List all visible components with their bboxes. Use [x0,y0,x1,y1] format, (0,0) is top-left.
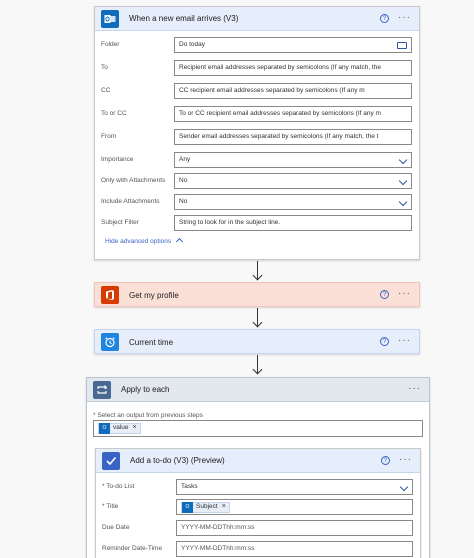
folder-icon[interactable] [397,42,407,49]
todo-list-select[interactable] [176,479,413,495]
get-profile-title: Get my profile [129,290,179,300]
chevron-up-icon [176,238,183,245]
from-value: Sender email addresses separated by semicolons (If any match, the t [179,133,379,140]
todo-list-label: * To-do List [102,483,135,490]
field-row-importance [95,152,419,170]
importance-label: Importance [101,156,134,163]
remove-token-icon[interactable]: × [132,424,137,432]
field-row-only-with-attachments [95,173,419,191]
select-output-input[interactable] [93,420,423,437]
help-icon[interactable]: ? [381,456,390,465]
arrow-down-icon [253,318,263,328]
todo-title-input[interactable] [176,499,413,515]
only-with-attachments-select[interactable] [174,173,412,189]
field-row-from [95,129,419,147]
more-options-icon[interactable]: ··· [398,335,411,346]
importance-select[interactable] [174,152,412,168]
dynamic-content-token[interactable] [181,502,230,513]
hide-advanced-link[interactable] [105,238,182,245]
token-label: Subject [196,503,218,511]
folder-label: Folder [101,41,120,48]
field-row-folder [95,37,419,55]
chevron-down-icon [399,177,407,185]
subject-filter-input[interactable] [174,215,412,231]
include-attachments-select[interactable] [174,194,412,210]
to-value: Recipient email addresses separated by semicolons (If any match, the [179,64,381,71]
trigger-header[interactable] [95,7,419,31]
help-icon[interactable]: ? [380,290,389,299]
apply-to-each-card [86,377,430,558]
to-label: To [101,64,108,71]
arrow-down-icon [253,271,263,281]
to-input[interactable] [174,60,412,76]
include-attachments-value: No [179,198,188,205]
outlook-icon [101,10,119,28]
todo-title-label: * Title [102,503,119,510]
outlook-icon: O [182,502,193,513]
field-row-include-attachments [95,194,419,212]
current-time-card[interactable] [94,329,420,354]
to-or-cc-value: To or CC recipient email addresses separated by semicolons (If any m [179,110,381,117]
todo-list-value: Tasks [181,483,198,490]
folder-input[interactable] [174,37,412,53]
add-todo-title: Add a to-do (V3) (Preview) [130,456,225,465]
to-or-cc-label: To or CC [101,110,127,117]
cc-label: CC [101,87,111,94]
reminder-date-input[interactable]: YYYY-MM-DDThh:mm:ss [176,541,413,557]
hide-advanced-label: Hide advanced options [105,238,172,245]
more-options-icon[interactable]: ··· [398,12,411,23]
checkmark-icon [102,452,120,470]
alarm-clock-icon [101,333,119,351]
chevron-down-icon [399,198,407,206]
loop-icon [93,381,111,399]
cc-input[interactable] [174,83,412,99]
more-options-icon[interactable]: ··· [399,454,412,465]
field-row-cc [95,83,419,101]
office-icon [101,286,119,304]
help-icon[interactable]: ? [380,337,389,346]
only-with-attachments-label: Only with Attachments [101,177,166,184]
outlook-icon: O [99,423,110,434]
include-attachments-label: Include Attachments [101,198,160,205]
add-todo-card [95,448,421,558]
token-label: value [113,424,129,432]
current-time-title: Current time [129,337,174,347]
only-with-attachments-value: No [179,177,188,184]
more-options-icon[interactable]: ··· [408,383,421,394]
apply-to-each-title: Apply to each [121,385,170,394]
trigger-title: When a new email arrives (V3) [129,14,239,23]
field-row-subject-filter [95,215,419,233]
dynamic-content-token[interactable] [98,423,141,434]
chevron-down-icon [400,483,408,491]
get-profile-card[interactable] [94,282,420,307]
reminder-date-label: Reminder Date-Time [102,545,163,552]
from-input[interactable] [174,129,412,145]
help-icon[interactable]: ? [380,14,389,23]
arrow-down-icon [253,365,263,375]
from-label: From [101,133,117,140]
due-date-label: Due Date [102,524,130,531]
cc-value: CC recipient email addresses separated by semicolons (If any m [179,87,365,94]
apply-to-each-header[interactable] [87,378,429,402]
select-output-label: * Select an output from previous steps [93,412,203,419]
remove-token-icon[interactable]: × [221,503,226,511]
subject-filter-label: Subject Filter [101,219,139,226]
importance-value: Any [179,156,191,163]
chevron-down-icon [399,156,407,164]
due-date-input[interactable]: YYYY-MM-DDThh:mm:ss [176,520,413,536]
folder-value: Do today [179,41,206,48]
field-row-to-or-cc [95,106,419,124]
add-todo-header[interactable] [96,449,420,473]
subject-filter-value: String to look for in the subject line. [179,219,281,226]
trigger-card [94,6,420,260]
field-row-to [95,60,419,78]
more-options-icon[interactable]: ··· [398,288,411,299]
to-or-cc-input[interactable] [174,106,412,122]
